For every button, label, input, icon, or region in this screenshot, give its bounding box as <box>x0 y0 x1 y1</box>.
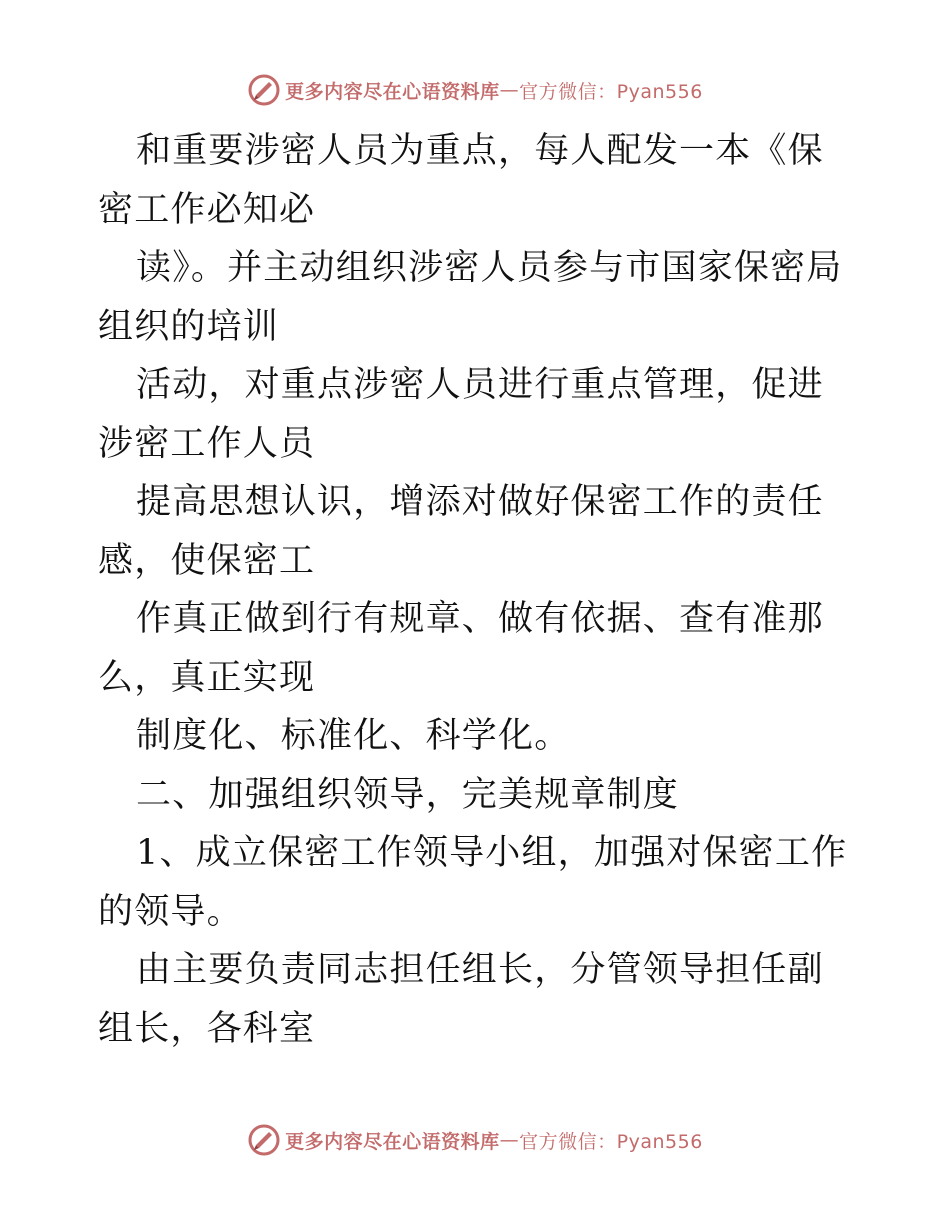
document-body <box>98 122 858 1058</box>
paragraph: 和重要涉密人员为重点，每人配发一本《保密工作必知必 <box>98 131 824 230</box>
footer-banner-text <box>285 1127 703 1154</box>
footer-banner-main: 更多内容尽在心语资料库 <box>285 1130 500 1153</box>
pen-logo-icon <box>247 73 281 107</box>
header-banner-text <box>285 77 703 104</box>
footer-banner-separator: — <box>499 1129 520 1151</box>
section-heading: 二、加强组织领导，完美规章制度 <box>136 774 680 815</box>
header-banner-main: 更多内容尽在心语资料库 <box>285 80 500 103</box>
paragraph: 读》。并主动组织涉密人员参与市国家保密局组织的培训 <box>98 248 843 347</box>
paragraph: 1、成立保密工作领导小组，加强对保密工作的领导。 <box>98 833 848 932</box>
footer-banner-wechat: 官方微信：Pyan556 <box>519 1130 703 1153</box>
paragraph: 活动，对重点涉密人员进行重点管理，促进涉密工作人员 <box>98 365 824 464</box>
paragraph: 制度化、标准化、科学化。 <box>136 716 571 756</box>
pen-logo-icon <box>247 1123 281 1157</box>
header-banner-separator: — <box>499 79 520 101</box>
header-banner <box>0 70 950 110</box>
paragraph: 作真正做到行有规章、做有依据、查有准那么，真正实现 <box>98 599 824 698</box>
paragraph: 提高思想认识，增添对做好保密工作的责任感，使保密工 <box>98 482 824 581</box>
paragraph: 由主要负责同志担任组长，分管领导担任副组长，各科室 <box>98 950 824 1049</box>
footer-banner <box>0 1120 950 1160</box>
header-banner-wechat: 官方微信：Pyan556 <box>519 80 703 103</box>
